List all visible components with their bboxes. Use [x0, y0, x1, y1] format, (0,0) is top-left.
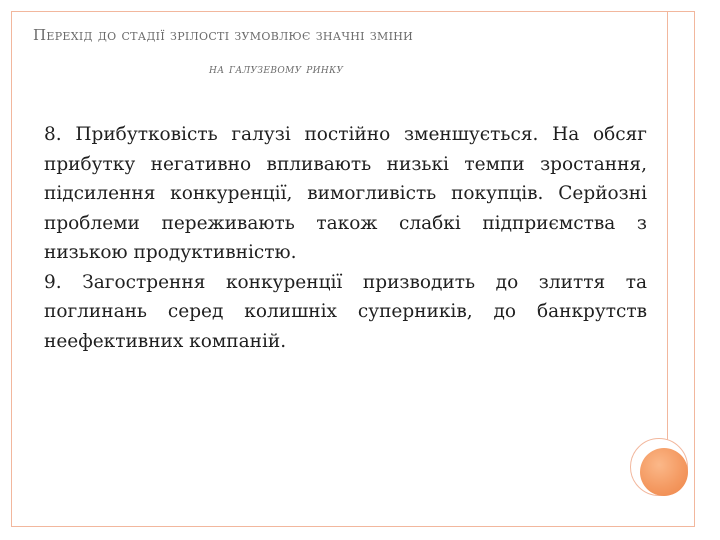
decorative-orange-circle [640, 448, 688, 496]
slide-body [44, 120, 647, 356]
slide-title-line2-text: на галузевому ринку [209, 62, 344, 77]
paragraph-point-8: 8. Прибутковість галузі постійно зменшується. На обсяг прибутку негативно впливають низькі темпи зростання, підсилення конкуренції, вимогливість покупців. Серйозні проблеми переживають також слабкі підприємства з низькою продуктивністю. [44, 124, 647, 263]
frame-right-rule [667, 12, 668, 468]
slide-title [33, 26, 413, 44]
paragraph-point-9: 9. Загострення конкуренції призводить до злиття та поглинань серед колишніх суперників, до банкрутств неефективних компаній. [44, 271, 647, 352]
slide-title-line2 [209, 62, 343, 77]
slide-title-text: Перехід до стадії зрілості зумовлює значні зміни [33, 26, 413, 44]
